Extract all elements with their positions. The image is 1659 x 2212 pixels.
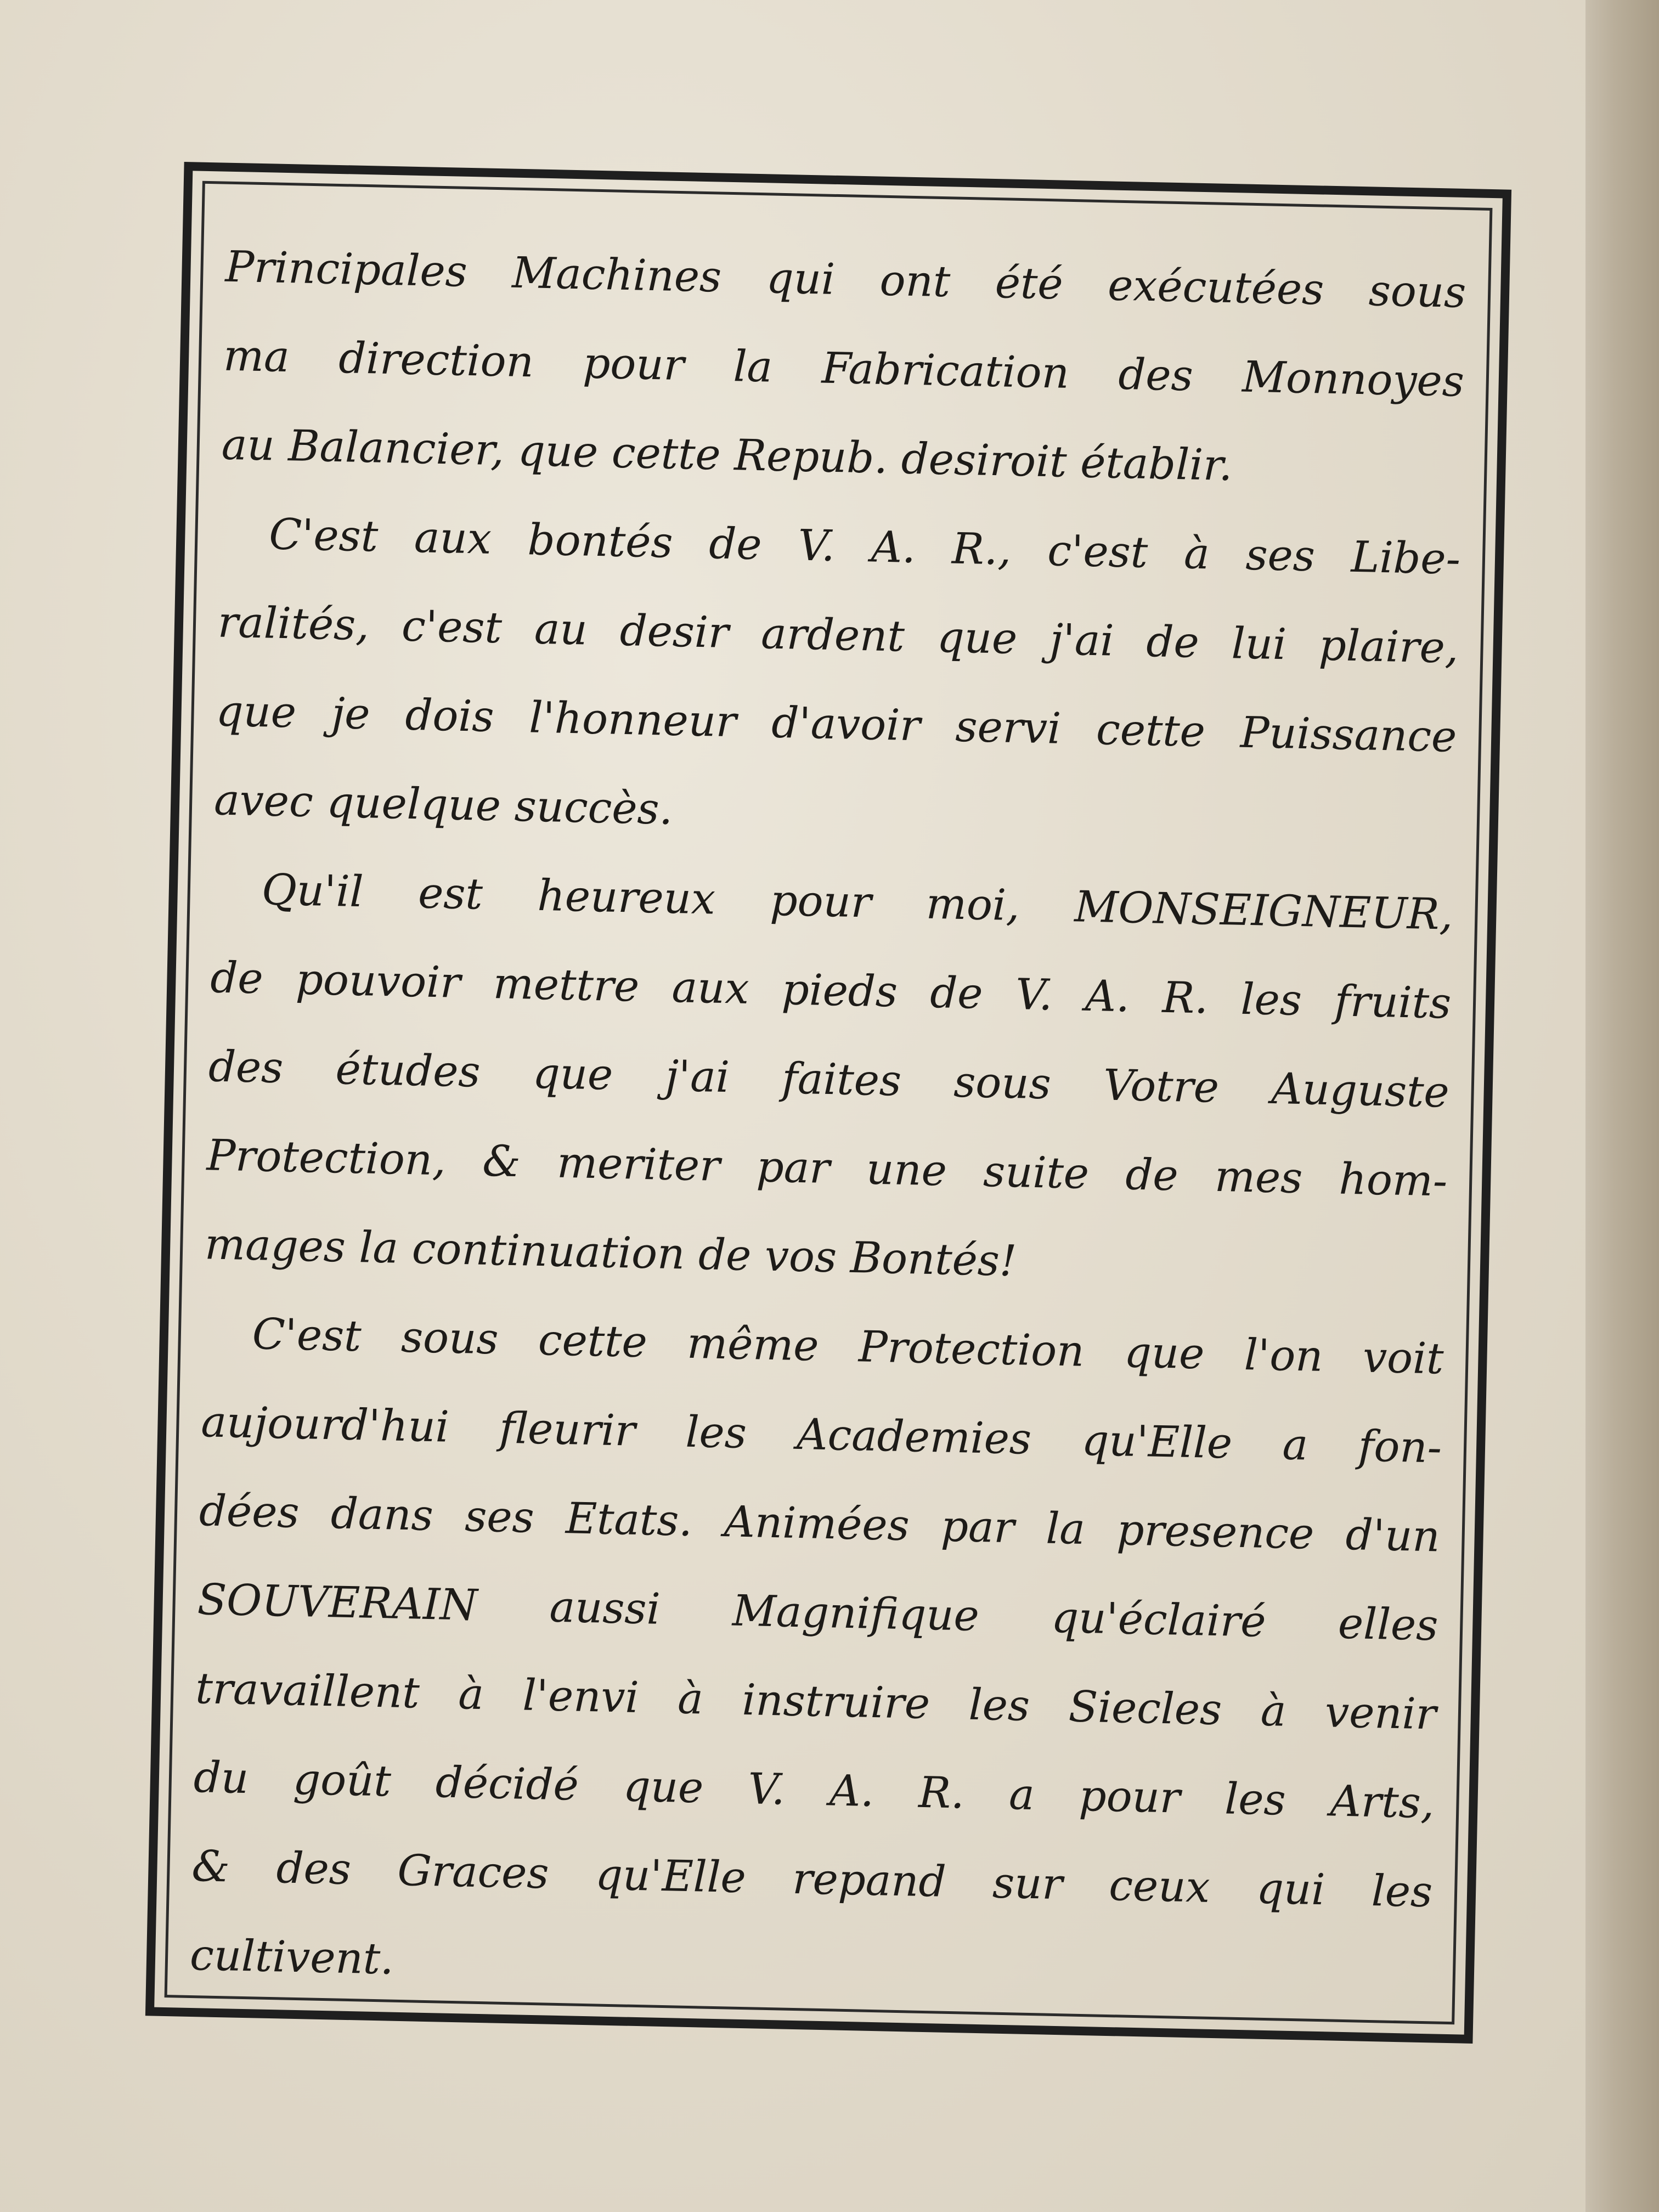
text-frame-outer-border <box>145 162 1511 2044</box>
text-line: avec quelque succès. <box>213 775 674 834</box>
text-line: C'est sous cette même Protection que l'on voit <box>251 1310 1444 1384</box>
dedication-text <box>189 223 1467 2026</box>
text-line: dées dans ses Etats. Animées par la presence d'un <box>199 1486 1441 1562</box>
page-edge-shadow <box>1585 0 1659 2212</box>
text-line: au Balancier, que cette Repub. desiroit établir. <box>221 420 1233 491</box>
text-line: mages la continuation de vos Bontés! <box>204 1220 1018 1286</box>
text-line: cultivent. <box>189 1930 394 1984</box>
text-line: travaillent à l'envi à instruire les Siecles à venir <box>195 1664 1437 1740</box>
text-line: Principales Machines qui ont été exécutées sous <box>224 242 1467 318</box>
text-line: de pouvoir mettre aux pieds de V. A. R. les fruits <box>210 953 1452 1029</box>
text-line: ma direction pour la Fabrication des Monnoyes <box>223 331 1465 407</box>
text-line: que je dois l'honneur d'avoir servi cette Puissance <box>215 686 1458 762</box>
text-line: Qu'il est heureux pour moi, MONSEIGNEUR, <box>261 865 1454 940</box>
text-line: SOUVERAIN aussi Magnifique qu'éclairé elles <box>196 1575 1439 1651</box>
text-line: C'est aux bontés de V. A. R., c'est à ses Libe- <box>268 510 1461 584</box>
text-line: du goût décidé que V. A. R. a pour les Arts, <box>193 1753 1435 1829</box>
text-line: ralités, c'est au desir ardent que j'ai de lui plaire, <box>217 597 1459 673</box>
text-line: Protection, & meriter par une suite de mes hom- <box>206 1131 1448 1206</box>
text-frame-inner-border <box>165 181 1493 2025</box>
text-line: des études que j'ai faites sous Votre Auguste <box>208 1042 1450 1118</box>
text-line: aujourd'hui fleurir les Academies qu'Elle a fon- <box>200 1397 1443 1473</box>
text-line: & des Graces qu'Elle repand sur ceux qui les <box>191 1842 1434 1917</box>
